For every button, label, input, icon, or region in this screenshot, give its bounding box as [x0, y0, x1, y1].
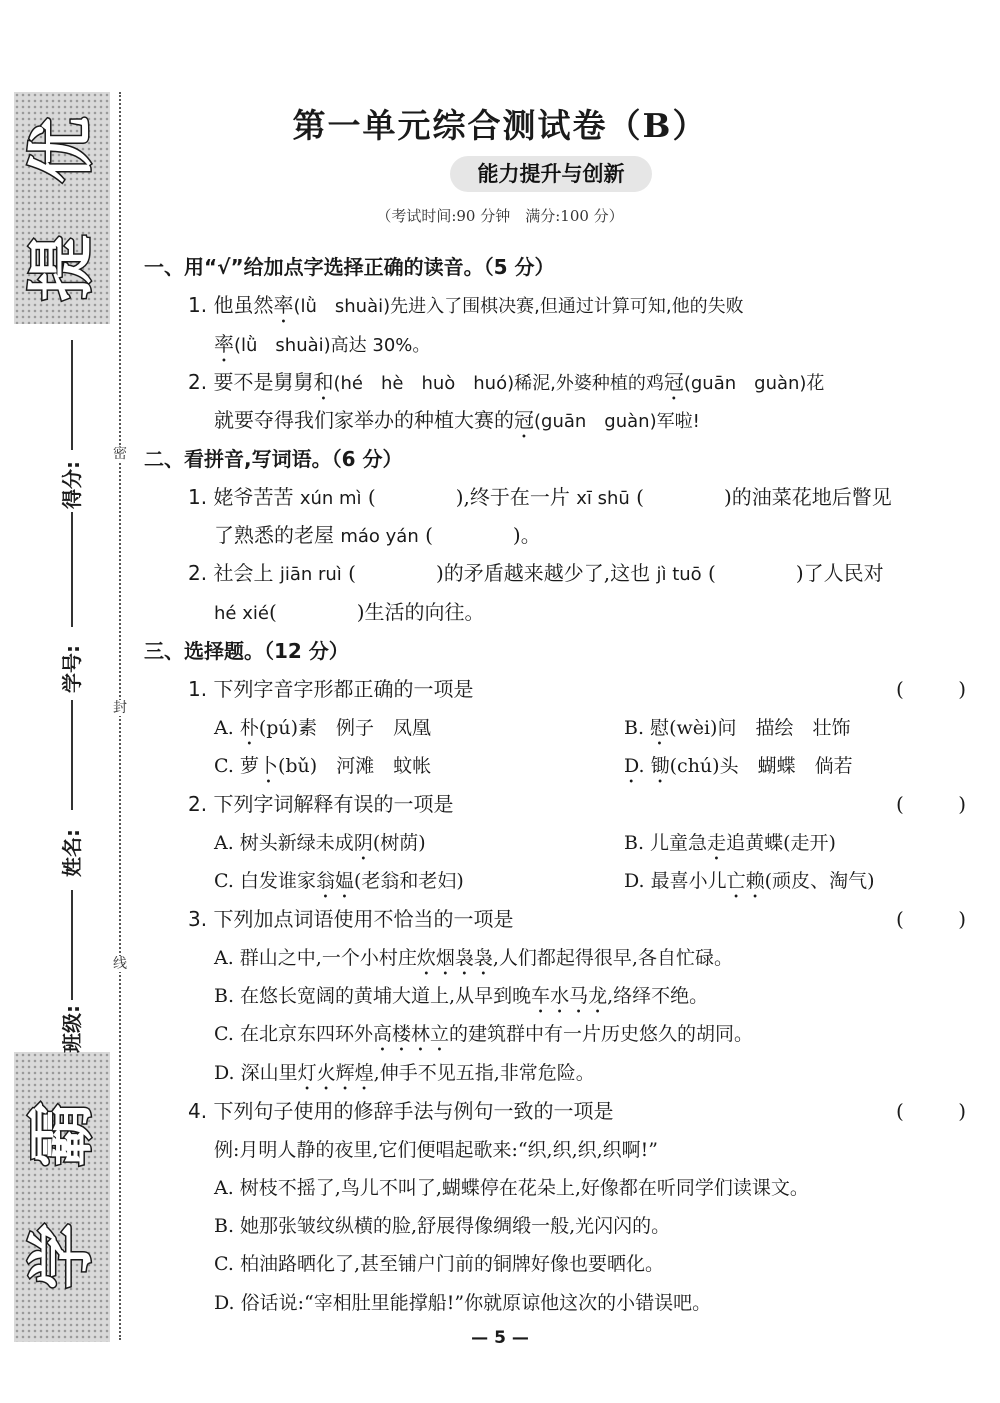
- s3-question-4: 4. 下列句子使用的修辞手法与例句一致的一项是: [188, 1099, 614, 1123]
- s2-question-2-cont: hé xié( )生活的向往。: [214, 600, 485, 624]
- s1-question-2-cont: 就要夺得我们家举办的种植大赛的冠(guān guàn)军啦!: [214, 408, 700, 432]
- s2-question-1-cont: 了熟悉的老屋 máo yán ( )。: [214, 523, 541, 547]
- name-line: [71, 700, 73, 810]
- section-3-title: 三、选择题。（12 分）: [144, 639, 349, 663]
- s3-q1-option-d: D. 锄(chú)头 蝴蝶 倘若: [624, 755, 853, 777]
- badge-char: 优: [23, 117, 100, 183]
- s3-q1-option-a: A. 朴(pú)素 例子 凤凰: [214, 717, 432, 739]
- class-label: 班级:: [60, 1005, 84, 1053]
- s3-q2-option-a: A. 树头新绿未成阴(树荫): [214, 832, 426, 854]
- s3-q3-option-c: C. 在北京东四环外高楼林立的建筑群中有一片历史悠久的胡同。: [214, 1023, 753, 1045]
- badge-bottom: [14, 1052, 110, 1342]
- s2-question-2: 2. 社会上 jiān ruì ( )的矛盾越来越少了,这也 jì tuō ( )了人民对: [188, 561, 884, 585]
- s3-q1-option-b: B. 慰(wèi)问 描绘 壮饰: [624, 717, 851, 739]
- s3-q4-example: 例:月明人静的夜里,它们便唱起歌来:“织,织,织,织啊!”: [214, 1139, 659, 1161]
- badge-char: 提: [23, 235, 100, 301]
- answer-paren[interactable]: ( ): [896, 1099, 966, 1123]
- s1-question-1-cont: 率(lǜ shuài)高达 30%。: [214, 332, 431, 356]
- page-subtitle: 能力提升与创新: [450, 156, 652, 192]
- badge-char: 学: [23, 1223, 100, 1289]
- seal-char: 封: [113, 700, 127, 716]
- s3-q2-option-d: D. 最喜小儿亡赖(顽皮、淘气): [624, 870, 875, 892]
- section-1-title: 一、用“√”给加点字选择正确的读音。（5 分）: [144, 255, 555, 279]
- section-2-title: 二、看拼音,写词语。（6 分）: [144, 447, 403, 471]
- student-id-label: 学号:: [60, 645, 84, 693]
- class-line: [71, 890, 73, 1000]
- s3-q4-option-c: C. 柏油路晒化了,甚至铺户门前的铜牌好像也要晒化。: [214, 1253, 664, 1275]
- score-line: [71, 340, 73, 450]
- page-title: 第一单元综合测试卷（B）: [292, 106, 708, 145]
- score-label: 得分:: [60, 461, 84, 509]
- name-label: 姓名:: [60, 829, 84, 877]
- s3-question-1: 1. 下列字音字形都正确的一项是: [188, 677, 474, 701]
- s2-question-1: 1. 姥爷苦苦 xún mì ( ),终于在一片 xī shū ( )的油菜花地后瞥见: [188, 485, 892, 509]
- seal-char: 密: [113, 446, 127, 462]
- binding-dotted-line: [119, 92, 121, 1340]
- exam-info: （考试时间:90 分钟 满分:100 分）: [376, 207, 624, 225]
- page-number: — 5 —: [471, 1328, 529, 1348]
- s3-q2-option-b: B. 儿童急走追黄蝶(走开): [624, 832, 836, 854]
- answer-paren[interactable]: ( ): [896, 907, 966, 931]
- s3-q1-option-c: C. 萝卜(bǔ) 河滩 蚊帐: [214, 755, 432, 777]
- badge-char: 霸: [23, 1101, 100, 1167]
- s3-question-2: 2. 下列字词解释有误的一项是: [188, 792, 454, 816]
- s3-question-3: 3. 下列加点词语使用不恰当的一项是: [188, 907, 514, 931]
- s3-q4-option-d: D. 俗话说:“宰相肚里能撑船!”你就原谅他这次的小错误吧。: [214, 1292, 712, 1314]
- s3-q4-option-a: A. 树枝不摇了,鸟儿不叫了,蝴蝶停在花朵上,好像都在听同学们读课文。: [214, 1177, 809, 1199]
- s1-question-2: 2. 要不是舅舅和(hé hè huò huó)稀泥,外婆种植的鸡冠(guān guàn)花: [188, 370, 825, 394]
- answer-paren[interactable]: ( ): [896, 792, 966, 816]
- s3-q2-option-c: C. 白发谁家翁媪(老翁和老妇): [214, 870, 464, 892]
- answer-paren[interactable]: ( ): [896, 677, 966, 701]
- student-id-line: [71, 512, 73, 627]
- s3-q3-option-d: D. 深山里灯火辉煌,伸手不见五指,非常危险。: [214, 1062, 595, 1084]
- seal-char: 线: [113, 956, 127, 972]
- s3-q3-option-a: A. 群山之中,一个小村庄炊烟袅袅,人们都起得很早,各自忙碌。: [214, 947, 733, 969]
- s3-q4-option-b: B. 她那张皱纹纵横的脸,舒展得像绸缎一般,光闪闪的。: [214, 1215, 671, 1237]
- s1-question-1: 1. 他虽然率(lǜ shuài)先进入了围棋决赛,但通过计算可知,他的失败: [188, 293, 744, 317]
- s3-q3-option-b: B. 在悠长宽阔的黄埔大道上,从早到晚车水马龙,络绎不绝。: [214, 985, 709, 1007]
